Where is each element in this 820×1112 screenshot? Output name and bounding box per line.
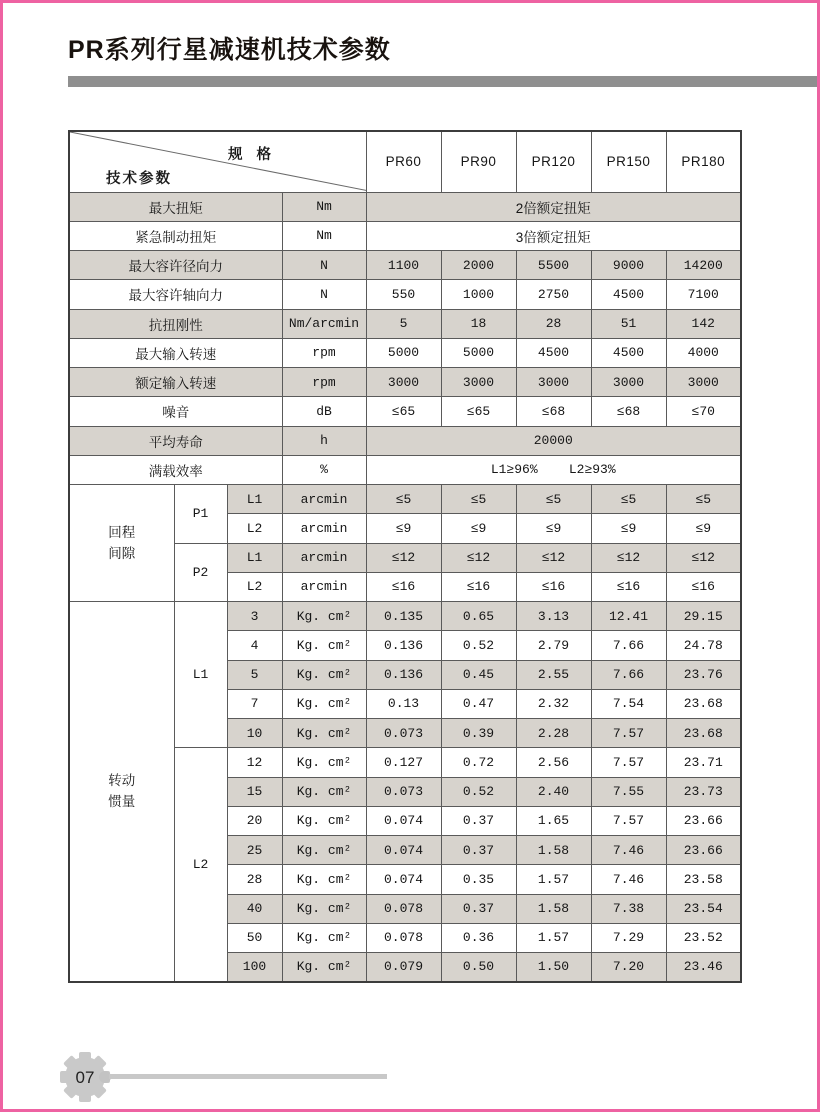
param-label-cell: 满载效率 — [69, 455, 282, 484]
value-cell: ≤16 — [516, 572, 591, 601]
value-cell: 7.57 — [591, 806, 666, 835]
value-cell: ≤12 — [666, 543, 741, 572]
value-cell: 0.65 — [441, 602, 516, 631]
ratio-cell: 5 — [227, 660, 282, 689]
stage-level-cell: L2 — [227, 514, 282, 543]
value-cell: 0.36 — [441, 923, 516, 952]
value-cell: 23.58 — [666, 865, 741, 894]
value-cell: ≤5 — [441, 485, 516, 514]
unit-cell: Kg. cm² — [282, 953, 366, 982]
param-row — [69, 192, 741, 221]
stage-cell: L1 — [174, 602, 227, 748]
value-cell: 7.55 — [591, 777, 666, 806]
value-cell: 18 — [441, 309, 516, 338]
value-cell: 0.078 — [366, 923, 441, 952]
value-cell: 0.50 — [441, 953, 516, 982]
value-cell: 0.074 — [366, 836, 441, 865]
ratio-cell: 10 — [227, 719, 282, 748]
unit-cell: Nm — [282, 192, 366, 221]
ratio-cell: 12 — [227, 748, 282, 777]
param-label-cell: 紧急制动扭矩 — [69, 221, 282, 250]
value-cell: 4500 — [591, 280, 666, 309]
value-cell: 0.074 — [366, 865, 441, 894]
stage-level-cell: L1 — [227, 485, 282, 514]
value-cell: 29.15 — [666, 602, 741, 631]
value-cell: ≤68 — [591, 397, 666, 426]
value-cell: ≤65 — [366, 397, 441, 426]
value-cell: ≤5 — [591, 485, 666, 514]
value-cell: ≤9 — [666, 514, 741, 543]
value-cell: 3000 — [441, 368, 516, 397]
value-cell: 23.66 — [666, 806, 741, 835]
span-value-cell: 3倍额定扭矩 — [366, 221, 741, 250]
ratio-cell: 7 — [227, 689, 282, 718]
unit-cell: rpm — [282, 338, 366, 367]
value-cell: 0.35 — [441, 865, 516, 894]
unit-cell: h — [282, 426, 366, 455]
value-cell: 5000 — [366, 338, 441, 367]
param-row — [69, 309, 741, 338]
value-cell: 1000 — [441, 280, 516, 309]
value-cell: 9000 — [591, 251, 666, 280]
value-cell: ≤12 — [591, 543, 666, 572]
value-cell: 2.55 — [516, 660, 591, 689]
unit-cell: arcmin — [282, 485, 366, 514]
value-cell: 28 — [516, 309, 591, 338]
stage-level-cell: L2 — [227, 572, 282, 601]
value-cell: 23.52 — [666, 923, 741, 952]
value-cell: 23.71 — [666, 748, 741, 777]
value-cell: 0.37 — [441, 894, 516, 923]
unit-cell: Kg. cm² — [282, 748, 366, 777]
value-cell: ≤70 — [666, 397, 741, 426]
value-cell: 23.68 — [666, 689, 741, 718]
value-cell: 0.136 — [366, 631, 441, 660]
value-cell: 2.79 — [516, 631, 591, 660]
corner-label-tech-params: 技术参数 — [106, 171, 172, 187]
value-cell: 1.57 — [516, 865, 591, 894]
ratio-cell: 28 — [227, 865, 282, 894]
ratio-cell: 4 — [227, 631, 282, 660]
param-label-cell: 最大容许轴向力 — [69, 280, 282, 309]
value-cell: 1.57 — [516, 923, 591, 952]
unit-cell: % — [282, 455, 366, 484]
value-cell: 2.40 — [516, 777, 591, 806]
spec-table-body — [69, 192, 741, 982]
value-cell: 23.46 — [666, 953, 741, 982]
ratio-cell: 100 — [227, 953, 282, 982]
page-number: 07 — [75, 1068, 95, 1087]
value-cell: 0.52 — [441, 777, 516, 806]
value-cell: 550 — [366, 280, 441, 309]
param-label-cell: 最大扭矩 — [69, 192, 282, 221]
value-cell: 0.13 — [366, 689, 441, 718]
value-cell: 4000 — [666, 338, 741, 367]
value-cell: 3000 — [666, 368, 741, 397]
value-cell: ≤9 — [516, 514, 591, 543]
value-cell: ≤68 — [516, 397, 591, 426]
value-cell: 0.37 — [441, 836, 516, 865]
value-cell: ≤16 — [591, 572, 666, 601]
value-cell: 5500 — [516, 251, 591, 280]
value-cell: ≤9 — [441, 514, 516, 543]
value-cell: ≤5 — [516, 485, 591, 514]
value-cell: ≤16 — [366, 572, 441, 601]
value-cell: 0.079 — [366, 953, 441, 982]
unit-cell: arcmin — [282, 572, 366, 601]
param-row — [69, 251, 741, 280]
param-label-cell: 最大容许径向力 — [69, 251, 282, 280]
unit-cell: Kg. cm² — [282, 894, 366, 923]
unit-cell: Kg. cm² — [282, 689, 366, 718]
inertia-section-label: 转动 惯量 — [69, 602, 174, 982]
unit-cell: arcmin — [282, 514, 366, 543]
value-cell: 0.45 — [441, 660, 516, 689]
value-cell: 1.50 — [516, 953, 591, 982]
unit-cell: Kg. cm² — [282, 923, 366, 952]
value-cell: 51 — [591, 309, 666, 338]
ratio-cell: 40 — [227, 894, 282, 923]
value-cell: 23.66 — [666, 836, 741, 865]
param-row — [69, 426, 741, 455]
value-cell: 3000 — [366, 368, 441, 397]
param-label-cell: 额定输入转速 — [69, 368, 282, 397]
value-cell: ≤16 — [441, 572, 516, 601]
value-cell: 7.38 — [591, 894, 666, 923]
value-cell: 7.54 — [591, 689, 666, 718]
ratio-cell: 3 — [227, 602, 282, 631]
unit-cell: Kg. cm² — [282, 602, 366, 631]
value-cell: 0.078 — [366, 894, 441, 923]
value-cell: 1100 — [366, 251, 441, 280]
unit-cell: Kg. cm² — [282, 660, 366, 689]
ratio-cell: 15 — [227, 777, 282, 806]
value-cell: ≤12 — [441, 543, 516, 572]
param-label-cell: 噪音 — [69, 397, 282, 426]
unit-cell: Kg. cm² — [282, 777, 366, 806]
corner-cell — [69, 131, 366, 192]
param-row — [69, 221, 741, 250]
value-cell: 23.76 — [666, 660, 741, 689]
model-header-pr180: PR180 — [666, 131, 741, 192]
unit-cell: N — [282, 280, 366, 309]
value-cell: ≤9 — [591, 514, 666, 543]
param-label-cell: 最大输入转速 — [69, 338, 282, 367]
value-cell: 0.135 — [366, 602, 441, 631]
stage-level-cell: L1 — [227, 543, 282, 572]
value-cell: 0.37 — [441, 806, 516, 835]
value-cell: 7.29 — [591, 923, 666, 952]
ratio-cell: 50 — [227, 923, 282, 952]
value-cell: ≤9 — [366, 514, 441, 543]
value-cell: ≤12 — [366, 543, 441, 572]
value-cell: 3000 — [591, 368, 666, 397]
value-cell: 0.47 — [441, 689, 516, 718]
title-underline-bar — [68, 76, 820, 87]
value-cell: ≤16 — [666, 572, 741, 601]
model-header-pr150: PR150 — [591, 131, 666, 192]
value-cell: 1.58 — [516, 894, 591, 923]
unit-cell: Kg. cm² — [282, 865, 366, 894]
span-value-cell: 20000 — [366, 426, 741, 455]
value-cell: ≤5 — [366, 485, 441, 514]
value-cell: 24.78 — [666, 631, 741, 660]
unit-cell: arcmin — [282, 543, 366, 572]
unit-cell: dB — [282, 397, 366, 426]
value-cell: 14200 — [666, 251, 741, 280]
value-cell: 2750 — [516, 280, 591, 309]
value-cell: 7.46 — [591, 865, 666, 894]
param-row — [69, 280, 741, 309]
value-cell: 1.58 — [516, 836, 591, 865]
value-cell: 0.074 — [366, 806, 441, 835]
value-cell: 4500 — [516, 338, 591, 367]
model-header-pr120: PR120 — [516, 131, 591, 192]
value-cell: 7.57 — [591, 748, 666, 777]
param-row — [69, 338, 741, 367]
value-cell: 0.136 — [366, 660, 441, 689]
unit-cell: Kg. cm² — [282, 631, 366, 660]
unit-cell: rpm — [282, 368, 366, 397]
unit-cell: Kg. cm² — [282, 806, 366, 835]
value-cell: 2.56 — [516, 748, 591, 777]
model-header-pr90: PR90 — [441, 131, 516, 192]
unit-cell: Kg. cm² — [282, 719, 366, 748]
value-cell: 7100 — [666, 280, 741, 309]
value-cell: 23.54 — [666, 894, 741, 923]
value-cell: 12.41 — [591, 602, 666, 631]
value-cell: 2.28 — [516, 719, 591, 748]
value-cell: 0.72 — [441, 748, 516, 777]
value-cell: ≤5 — [666, 485, 741, 514]
value-cell: 7.20 — [591, 953, 666, 982]
value-cell: 5000 — [441, 338, 516, 367]
value-cell: 23.73 — [666, 777, 741, 806]
param-row — [69, 397, 741, 426]
precision-grade-cell: P2 — [174, 543, 227, 602]
footer-line — [109, 1074, 387, 1079]
precision-grade-cell: P1 — [174, 485, 227, 544]
value-cell: 4500 — [591, 338, 666, 367]
value-cell: 0.52 — [441, 631, 516, 660]
value-cell: 142 — [666, 309, 741, 338]
backlash-row — [69, 485, 741, 514]
param-label-cell: 平均寿命 — [69, 426, 282, 455]
value-cell: 2.32 — [516, 689, 591, 718]
header-row — [69, 131, 741, 192]
stage-cell: L2 — [174, 748, 227, 982]
value-cell: 23.68 — [666, 719, 741, 748]
value-cell: 7.66 — [591, 631, 666, 660]
ratio-cell: 20 — [227, 806, 282, 835]
param-label-cell: 抗扭刚性 — [69, 309, 282, 338]
unit-cell: N — [282, 251, 366, 280]
value-cell: 0.39 — [441, 719, 516, 748]
inertia-row — [69, 602, 741, 631]
param-row — [69, 455, 741, 484]
corner-label-spec: 规 格 — [228, 147, 277, 163]
value-cell: 5 — [366, 309, 441, 338]
spec-table — [68, 130, 742, 983]
value-cell: ≤12 — [516, 543, 591, 572]
param-row — [69, 368, 741, 397]
backlash-section-label: 回程 间隙 — [69, 485, 174, 602]
value-cell: 0.073 — [366, 719, 441, 748]
ratio-cell: 25 — [227, 836, 282, 865]
span-value-cell: 2倍额定扭矩 — [366, 192, 741, 221]
value-cell: 3.13 — [516, 602, 591, 631]
value-cell: 2000 — [441, 251, 516, 280]
value-cell: 3000 — [516, 368, 591, 397]
value-cell: 0.073 — [366, 777, 441, 806]
value-cell: ≤65 — [441, 397, 516, 426]
span-value-cell: L1≥96% L2≥93% — [366, 455, 741, 484]
unit-cell: Nm/arcmin — [282, 309, 366, 338]
value-cell: 0.127 — [366, 748, 441, 777]
value-cell: 7.66 — [591, 660, 666, 689]
model-header-pr60: PR60 — [366, 131, 441, 192]
value-cell: 7.57 — [591, 719, 666, 748]
page-title: PR系列行星减速机技术参数 — [68, 36, 391, 64]
value-cell: 1.65 — [516, 806, 591, 835]
value-cell: 7.46 — [591, 836, 666, 865]
unit-cell: Nm — [282, 221, 366, 250]
unit-cell: Kg. cm² — [282, 836, 366, 865]
